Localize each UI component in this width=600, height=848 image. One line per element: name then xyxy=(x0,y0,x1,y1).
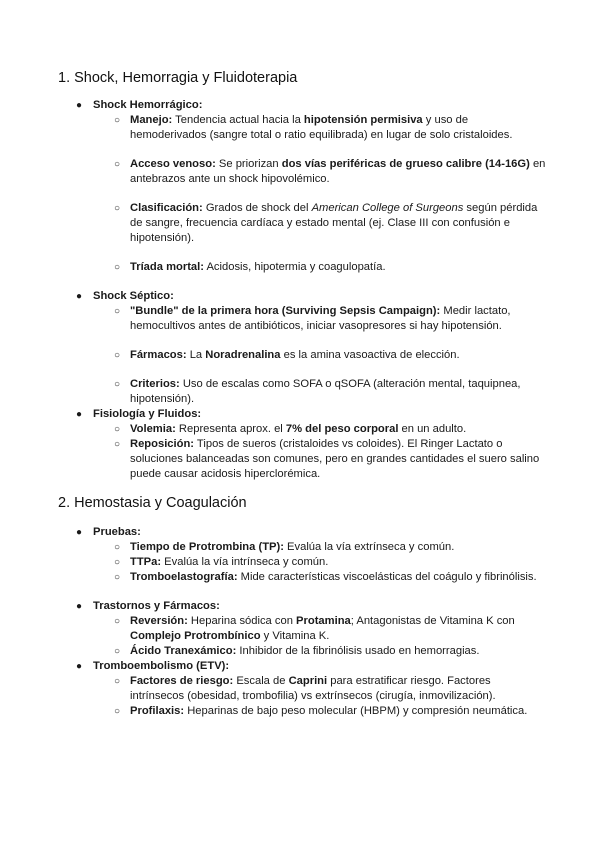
section-2-list xyxy=(76,525,546,719)
item-italic: American College of Surgeons xyxy=(311,202,464,214)
bullet-circle-icon: ○ xyxy=(114,616,121,627)
item-label: Tiempo de Protrombina (TP): xyxy=(130,541,284,553)
bullet-circle-icon: ○ xyxy=(114,646,121,657)
list-item-farmacos xyxy=(114,348,546,363)
list-item-manejo xyxy=(114,113,546,143)
item-text: Heparinas de bajo peso molecular (HBPM) y compresión neumática. xyxy=(184,705,528,717)
bullet-circle-icon: ○ xyxy=(114,262,121,273)
bullet-circle-icon: ○ xyxy=(114,203,121,214)
item-text: en antebrazos ante un shock hipovolémico. xyxy=(130,158,546,185)
group-shock-septico xyxy=(76,289,546,407)
item-label: Reversión: xyxy=(130,615,188,627)
bullet-circle-icon: ○ xyxy=(114,706,121,717)
list-item-reposicion xyxy=(114,437,546,482)
item-text: Tendencia actual hacia la xyxy=(172,114,304,126)
item-text: ; Antagonistas de Vitamina K con xyxy=(350,615,515,627)
item-text: es la amina vasoactiva de elección. xyxy=(280,349,460,361)
item-label: Tríada mortal: xyxy=(130,261,204,273)
bullet-circle-icon: ○ xyxy=(114,557,121,568)
item-bold: Protamina xyxy=(296,615,351,627)
item-text: Escala de xyxy=(233,675,289,687)
list-item-volemia xyxy=(114,422,546,437)
item-label: Reposición: xyxy=(130,438,195,450)
bullet-disc-icon: ● xyxy=(76,409,83,420)
list-item-ttpa xyxy=(114,555,546,570)
bullet-circle-icon: ○ xyxy=(114,439,121,450)
item-label: Profilaxis: xyxy=(130,705,185,717)
item-text: La xyxy=(186,349,206,361)
item-bold: Caprini xyxy=(288,675,328,687)
item-label: Acceso venoso: xyxy=(130,158,216,170)
bullet-disc-icon: ● xyxy=(76,291,83,302)
item-label: Clasificación: xyxy=(130,202,203,214)
list-item-tromboelastografia xyxy=(114,570,546,585)
list-item-acido-tranexamico xyxy=(114,644,546,659)
item-label: TTPa: xyxy=(130,556,162,568)
item-label: Volemia: xyxy=(130,423,176,435)
bullet-circle-icon: ○ xyxy=(114,306,121,317)
list-item-factores-riesgo xyxy=(114,674,546,704)
list-item-tp xyxy=(114,540,546,555)
item-label: "Bundle" de la primera hora (Surviving Sepsis Campaign): xyxy=(130,305,441,317)
item-bold: dos vías periféricas de grueso calibre (14-16G) xyxy=(281,158,530,170)
list-item-bundle xyxy=(114,304,546,334)
item-text: Evalúa la vía intrínseca y común. xyxy=(161,556,329,568)
item-bold: Noradrenalina xyxy=(205,349,281,361)
item-text: Tipos de sueros (cristaloides vs coloides). El Ringer Lactato o soluciones balanceadas son comunes, pero en grandes cantidades el suero salino puede causar acidosis hiperclorémica. xyxy=(130,438,540,480)
list-item-acceso-venoso xyxy=(114,157,546,187)
item-text: Inhibidor de la fibrinólisis usado en hemorragias. xyxy=(236,645,480,657)
item-text: Representa aprox. el xyxy=(175,423,286,435)
list-item-reversion xyxy=(114,614,546,644)
group-title: Trastornos y Fármacos: xyxy=(93,600,220,612)
group-title: Shock Séptico: xyxy=(93,290,174,302)
bullet-circle-icon: ○ xyxy=(114,542,121,553)
bullet-disc-icon: ● xyxy=(76,527,83,538)
item-text: y Vitamina K. xyxy=(260,630,330,642)
bullet-circle-icon: ○ xyxy=(114,379,121,390)
group-title: Shock Hemorrágico: xyxy=(93,99,203,111)
list-item-clasificacion xyxy=(114,201,546,246)
bullet-disc-icon: ● xyxy=(76,601,83,612)
bullet-circle-icon: ○ xyxy=(114,159,121,170)
item-text: Acidosis, hipotermia y coagulopatía. xyxy=(203,261,386,273)
bullet-disc-icon: ● xyxy=(76,661,83,672)
section-1-heading: 1. Shock, Hemorragia y Fluidoterapia xyxy=(58,70,298,86)
item-label: Factores de riesgo: xyxy=(130,675,234,687)
bullet-disc-icon: ● xyxy=(76,100,83,111)
group-fisiologia-fluidos xyxy=(76,407,546,482)
item-text: según pérdida de sangre, frecuencia cardíaca y estado mental (ej. Clase III con confusión e hipotensión). xyxy=(130,202,538,244)
item-text: en un adulto. xyxy=(398,423,467,435)
group-tromboembolismo xyxy=(76,659,546,719)
bullet-circle-icon: ○ xyxy=(114,676,121,687)
item-bold: Complejo Protrombínico xyxy=(130,630,261,642)
group-trastornos-farmacos xyxy=(76,599,546,659)
item-text: Evalúa la vía extrínseca y común. xyxy=(283,541,455,553)
item-text: Mide características viscoelásticas del coágulo y fibrinólisis. xyxy=(237,571,537,583)
bullet-circle-icon: ○ xyxy=(114,115,121,126)
item-label: Fármacos: xyxy=(130,349,187,361)
bullet-circle-icon: ○ xyxy=(114,424,121,435)
item-text: y uso de hemoderivados (sangre total o ratio equilibrada) en lugar de solo cristaloides. xyxy=(130,114,513,141)
item-text: Uso de escalas como SOFA o qSOFA (alteración mental, taquipnea, hipotensión). xyxy=(130,378,521,405)
item-text: Se priorizan xyxy=(215,158,282,170)
item-label: Manejo: xyxy=(130,114,173,126)
item-bold: hipotensión permisiva xyxy=(303,114,423,126)
group-shock-hemorragico xyxy=(76,98,546,275)
group-pruebas xyxy=(76,525,546,585)
item-label: Ácido Tranexámico: xyxy=(130,645,237,657)
item-text: Medir lactato, hemocultivos antes de antibióticos, iniciar vasopresores si hay hipotensión. xyxy=(130,305,511,332)
group-title: Fisiología y Fluidos: xyxy=(93,408,202,420)
item-text: Heparina sódica con xyxy=(187,615,297,627)
list-item-profilaxis xyxy=(114,704,546,719)
bullet-circle-icon: ○ xyxy=(114,572,121,583)
item-text: para estratificar riesgo. Factores intrínsecos (obesidad, trombofilia) vs extrínsecos (cirugía, inmovilización). xyxy=(130,675,496,702)
section-1-list xyxy=(76,98,546,482)
item-label: Tromboelastografía: xyxy=(130,571,238,583)
list-item-triada-mortal xyxy=(114,260,546,275)
section-2-heading: 2. Hemostasia y Coagulación xyxy=(58,495,247,511)
group-title: Pruebas: xyxy=(93,526,141,538)
group-title: Tromboembolismo (ETV): xyxy=(93,660,230,672)
item-label: Criterios: xyxy=(130,378,180,390)
item-bold: 7% del peso corporal xyxy=(285,423,399,435)
bullet-circle-icon: ○ xyxy=(114,350,121,361)
item-text: Grados de shock del xyxy=(202,202,312,214)
list-item-criterios xyxy=(114,377,546,407)
